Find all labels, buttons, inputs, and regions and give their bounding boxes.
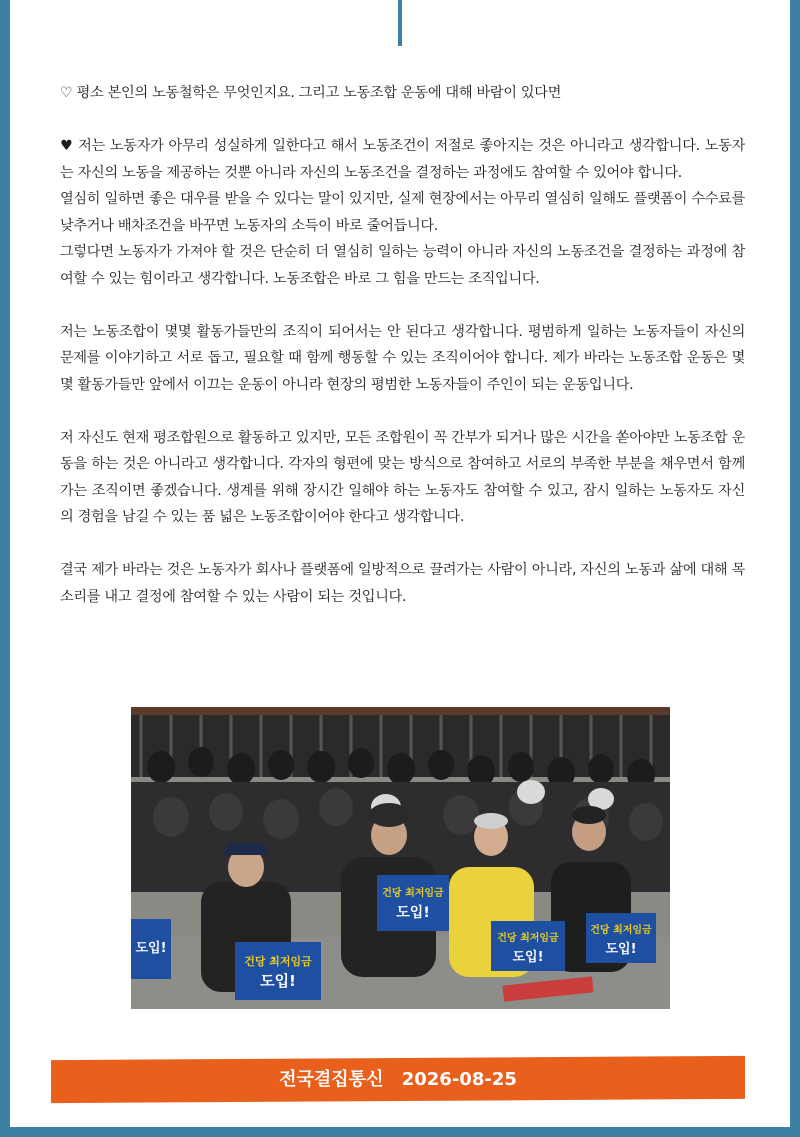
sign-2-line-2: 도입!: [396, 905, 430, 921]
sign-4-line-1: 건당 최저임금: [590, 925, 652, 936]
protest-sign-4: [586, 913, 656, 963]
answer-paragraph-3: 그렇다면 노동자가 가져야 할 것은 단순히 더 열심히 일하는 능력이 아니라 자신의 노동조건을 결정하는 과정에 참여할 수 있는 힘이라고 생각합니다. 노동조합은 바로 그 힘을 만드는 조직입니다.: [60, 244, 745, 287]
answer-paragraph-1: ♥ 저는 노동자가 아무리 성실하게 일한다고 해서 노동조건이 저절로 좋아지는 것은 아니라고 생각합니다. 노동자는 자신의 노동을 제공하는 것뿐 아니라 자신의 노동조건을 결정하는 과정에도 참여할 수 있어야 합니다.: [60, 138, 745, 181]
protest-sign-1: [235, 942, 321, 1000]
sign-2-line-1: 건당 최저임금: [382, 888, 444, 899]
page: [10, 0, 790, 1127]
protest-sign-5: [131, 919, 171, 979]
publication-name: 전국결집통신: [279, 1069, 384, 1090]
answer-paragraph-5: 저 자신도 현재 평조합원으로 활동하고 있지만, 모든 조합원이 꼭 간부가 되거나 많은 시간을 쏟아야만 노동조합 운동을 하는 것은 아니라고 생각합니다. 각자의 형편에 맞는 방식으로 참여하고 서로의 부족한 부분을 채우면서 함께 가는 조직이면 좋겠습니다. 생계를 위해 장시간 일해야 하는 노동자도 참여할 수 있고, 잠시 일하는 노동자도 자신의 경험을 남길 수 있는 품 넓은 노동조합이어야 한다고 생각합니다.: [60, 429, 745, 525]
answer-paragraph-2: 열심히 일하면 좋은 대우를 받을 수 있다는 말이 있지만, 실제 현장에서는 아무리 열심히 일해도 플랫폼이 수수료를 낮추거나 배차조건을 바꾸면 노동자의 소득이 바로 줄어듭니다.: [60, 191, 745, 234]
interview-text: [60, 80, 745, 610]
footer-label: [51, 1058, 745, 1101]
sign-1-line-2: 도입!: [260, 972, 296, 990]
top-divider: [398, 0, 402, 46]
sign-1-line-1: 건당 최저임금: [244, 955, 312, 968]
answer-paragraph-4: 저는 노동조합이 몇몇 활동가들만의 조직이 되어서는 안 된다고 생각합니다. 평범하게 일하는 노동자들이 자신의 문제를 이야기하고 서로 돕고, 필요할 때 함께 행동할 수 있는 조직이어야 합니다. 제가 바라는 노동조합 운동은 몇몇 활동가들만 앞에서 이끄는 운동이 아니라 현장의 평범한 노동자들이 주인이 되는 운동입니다.: [60, 323, 745, 393]
protest-sign-3: [491, 921, 565, 971]
protest-sign-2: [377, 875, 449, 931]
rally-photo: [131, 707, 670, 1009]
sign-3-line-2: 도입!: [512, 950, 544, 965]
sign-5-line-1: 도입!: [135, 941, 167, 956]
sign-3-line-1: 건당 최저임금: [497, 933, 559, 944]
sign-4-line-2: 도입!: [605, 942, 637, 957]
publication-date: 2026-08-25: [401, 1069, 517, 1090]
answer-paragraph-6: 결국 제가 바라는 것은 노동자가 회사나 플랫폼에 일방적으로 끌려가는 사람이 아니라, 자신의 노동과 삶에 대해 목소리를 내고 결정에 참여할 수 있는 사람이 되는 것입니다.: [60, 562, 745, 605]
question: ♡ 평소 본인의 노동철학은 무엇인지요. 그리고 노동조합 운동에 대해 바람이 있다면: [60, 85, 562, 101]
